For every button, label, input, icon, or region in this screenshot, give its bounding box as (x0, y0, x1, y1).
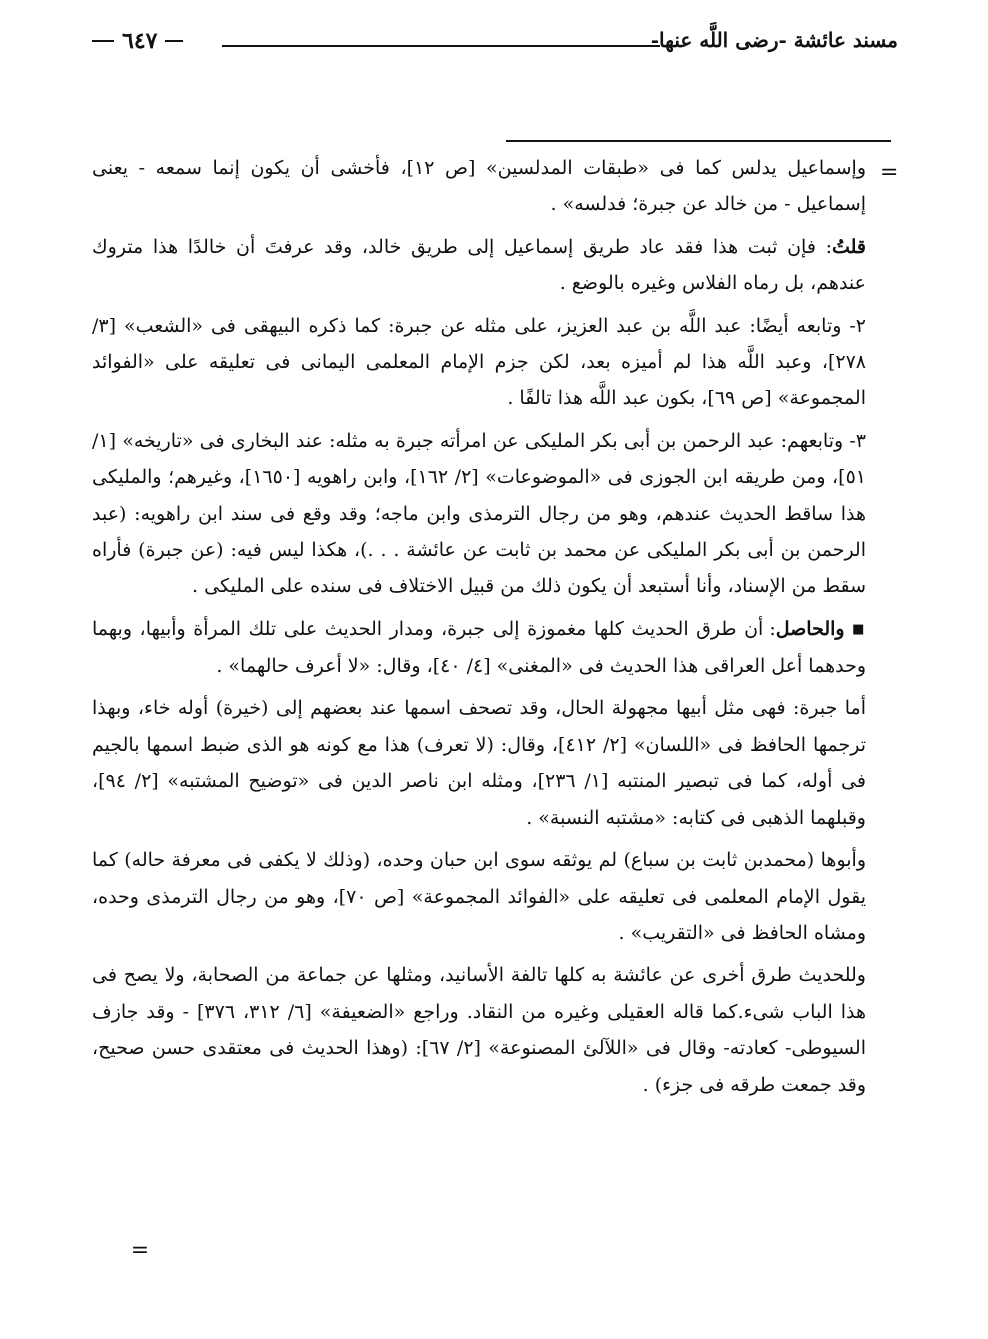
page-number: ٦٤٧ (122, 28, 158, 54)
header-dash-left (92, 40, 114, 42)
running-header (92, 24, 898, 60)
paragraph-5-text: : أن طرق الحديث كلها مغموزة إلى جبرة، ومدار الحديث على تلك المرأة وأبيها، وبهما وحدهما أعل العراقى هذا الحديث فى «المغنى» [٤/ ٤٠]، وقال: «لا أعرف حالهما» . (92, 617, 866, 678)
header-dash-right (165, 40, 183, 42)
paragraph-4: ٣- وتابعهم: عبد الرحمن بن أبى بكر المليكى عن امرأته جبرة به مثله: عند البخارى فى «تاريخه» [١/ ٥١]، ومن طريقه ابن الجوزى فى «الموضوعات» [٢/ ١٦٢]، وابن راهويه [١٦٥٠]، وغيرهم؛ والمليكى هذا ساقط الحديث عندهم، وهو من رجال الترمذى وابن ماجه؛ وقد وقع فى سند ابن راهويه: (عبد الرحمن بن أبى بكر المليكى عن محمد بن ثابت عن عائشة . . .)، هكذا ليس فيه: (عن جبرة) فأراه سقط من الإسناد، وأنا أستبعد أن يكون ذلك من قبيل الاختلاف فى سنده على المليكى . (92, 429, 866, 598)
paragraph-3: ٢- وتابعه أيضًا: عبد اللَّه بن عبد العزيز، على مثله عن جبرة: كما ذكره البيهقى فى «الشعب» [٣/ ٢٧٨]، وعبد اللَّه هذا لم أميزه بعد، لكن جزم الإمام المعلمى اليمانى فى تعليقه على «الفوائد المجموعة» [ص ٦٩]، بكون عبد اللَّه هذا تالفًا . (92, 314, 866, 410)
paragraph-6: أما جبرة: فهى مثل أبيها مجهولة الحال، وقد تصحف اسمها عند بعضهم إلى (خيرة) أوله خاء، وبهذا ترجمها الحافظ فى «اللسان» [٢/ ٤١٢]، وقال: (لا تعرف) هذا مع كونه هو الذى ضبط اسمها بالجيم فى أوله، كما فى تبصير المنتبه [١/ ٢٣٦]، ومثله ابن ناصر الدين فى «توضيح المشتبه» [٢/ ٩٤]، وقبلهما الذهبى فى كتابه: «مشتبه النسبة» . (92, 697, 866, 829)
paragraph-7: وأبوها (محمدبن ثابت بن سباع) لم يوثقه سوى ابن حبان وحده، (وذلك لا يكفى فى معرفة حاله) كما يقول الإمام المعلمى فى تعليقه على «الفوائد المجموعة» [ص ٧٠]، وهو من رجال الترمذى وحده، ومشاه الحافظ فى «التقريب» . (92, 849, 866, 944)
paragraph-8: وللحديث طرق أخرى عن عائشة به كلها تالفة الأسانيد، ومثلها عن جماعة من الصحابة، ولا يصح فى هذا الباب شىء.كما قاله العقيلى وغيره من النقاد. وراجع «الضعيفة» [٦/ ٣١٢، ٣٧٦] - وقد جازف السيوطى- كعادته- وقال فى «اللآلئ المصنوعة» [٢/ ٦٧]: (وهذا الحديث فى معتقدى حسن صحيح، وقد جمعت طرقه فى جزء) . (92, 964, 867, 1096)
header-title: مسند عائشة -رضى اللَّه عنها- (650, 28, 898, 52)
paragraph-1: وإسماعيل يدلس كما فى «طبقات المدلسين» [ص ١٢]، فأخشى أن يكون إنما سمعه - يعنى إسماعيل - من خالد عن جبرة؛ فدلسه» . (92, 157, 866, 216)
paragraph-2-lead: قلتُ (831, 235, 866, 258)
paragraph-2 (92, 229, 866, 302)
paragraph-5-lead: والحاصل (775, 617, 845, 640)
header-rule (222, 45, 660, 47)
paragraph-5 (92, 611, 866, 685)
page-number-group (92, 28, 214, 54)
continuation-mark-top: = (880, 160, 899, 185)
square-bullet-icon: ■ (852, 621, 866, 637)
footnote-separator (506, 140, 891, 142)
footnote-body (92, 150, 866, 1103)
paragraph-2-text: : فإن ثبت هذا فقد عاد طريق إسماعيل إلى طريق خالد، وقد عرفتَ أن خالدًا هذا متروك عندهم، بل رماه الفلاس وغيره بالوضع . (92, 235, 866, 295)
continuation-mark-bottom: = (130, 1238, 150, 1263)
